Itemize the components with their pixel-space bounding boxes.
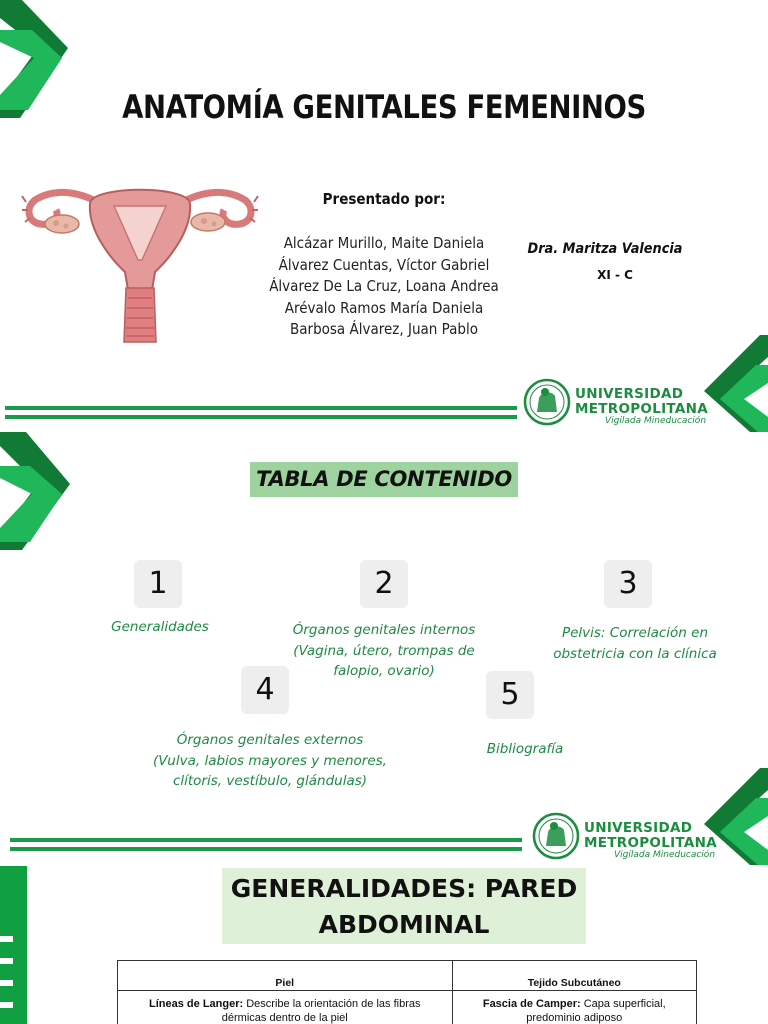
title-line: GENERALIDADES: PARED	[230, 874, 578, 903]
author-name: Barbosa Álvarez, Juan Pablo	[289, 320, 479, 338]
chevron-decoration-bottom-right	[700, 768, 768, 865]
author-name: Álvarez De La Cruz, Loana Andrea	[269, 277, 499, 295]
toc-item-text: Órganos genitales internos	[292, 622, 476, 638]
toc-title: TABLA DE CONTENIDO	[250, 462, 518, 497]
term-label: Fascia de Camper:	[482, 998, 581, 1010]
table-header-row	[118, 961, 697, 991]
toc-item-2	[270, 620, 498, 682]
term-description: Describe la orientación de las fibras dérmicas dentro de la piel	[221, 998, 421, 1024]
toc-item-text: clítoris, vestíbulo, glándulas)	[172, 773, 368, 789]
toc-item-text: (Vulva, labios mayores y menores,	[153, 752, 387, 769]
chevron-decoration-top-left	[0, 432, 80, 552]
abdominal-wall-table	[117, 960, 697, 1024]
doctor-name: Dra. Maritza Valencia	[527, 241, 683, 257]
side-bar-dash	[0, 980, 13, 986]
table-cell	[452, 991, 696, 1024]
table-row	[118, 991, 697, 1024]
side-bar-dash	[0, 1002, 13, 1008]
side-bar-dash	[0, 958, 13, 964]
grade-label: XI - C	[597, 268, 633, 282]
presentation-title: ANATOMÍA GENITALES FEMENINOS	[122, 88, 646, 126]
title-line: ABDOMINAL	[318, 910, 490, 939]
university-name-line2: METROPOLITANA	[584, 835, 717, 851]
table-header-cell: Tejido Subcutáneo	[452, 961, 696, 991]
slide-table-of-contents	[0, 432, 768, 865]
toc-number-5: 5	[486, 671, 534, 719]
divider-stripe	[10, 838, 522, 842]
author-list	[249, 233, 519, 341]
slide-title	[0, 0, 768, 432]
author-name: Alcázar Murillo, Maite Daniela	[283, 234, 485, 252]
toc-item-text: Pelvis: Correlación en	[561, 625, 709, 641]
university-emblem-icon	[523, 378, 571, 426]
side-bar-dash	[0, 936, 13, 942]
toc-item-text: Generalidades	[111, 619, 209, 635]
toc-number-1: 1	[134, 560, 182, 608]
uterus-illustration	[20, 180, 260, 348]
university-tagline: Vigilada Mineducación	[614, 850, 716, 860]
term-description: Capa superficial, predominio adiposo	[526, 998, 666, 1024]
toc-item-4	[145, 730, 395, 792]
university-name-line2: METROPOLITANA	[575, 401, 708, 417]
university-emblem-icon	[532, 812, 580, 860]
presented-by-label: Presentado por:	[322, 190, 446, 208]
toc-number-3: 3	[604, 560, 652, 608]
toc-item-text: (Vagina, útero, trompas de	[293, 642, 475, 659]
toc-item-text: falopio, ovario)	[333, 663, 435, 679]
divider-stripe	[5, 415, 517, 419]
divider-stripe	[10, 847, 522, 851]
toc-item-3	[540, 623, 730, 664]
table-header-cell: Piel	[118, 961, 453, 991]
toc-item-1	[80, 617, 240, 638]
toc-item-text: obstetricia con la clínica	[553, 645, 717, 662]
author-name: Álvarez Cuentas, Víctor Gabriel	[278, 255, 490, 274]
university-tagline: Vigilada Mineducación	[605, 416, 707, 426]
toc-item-text: Órganos genitales externos	[176, 732, 364, 748]
toc-item-text: Bibliografía	[486, 741, 564, 757]
divider-stripe	[5, 406, 517, 410]
university-name-line1: UNIVERSIDAD	[584, 820, 693, 836]
author-name: Arévalo Ramos María Daniela	[284, 298, 484, 317]
toc-number-2: 2	[360, 560, 408, 608]
university-name-line1: UNIVERSIDAD	[575, 386, 684, 402]
term-label: Líneas de Langer:	[149, 998, 244, 1010]
generalidades-title	[222, 868, 586, 944]
chevron-decoration-bottom-right	[700, 335, 768, 432]
toc-item-5	[460, 739, 590, 760]
toc-number-4: 4	[241, 666, 289, 714]
green-side-bar	[0, 866, 27, 1024]
table-cell	[118, 991, 453, 1024]
